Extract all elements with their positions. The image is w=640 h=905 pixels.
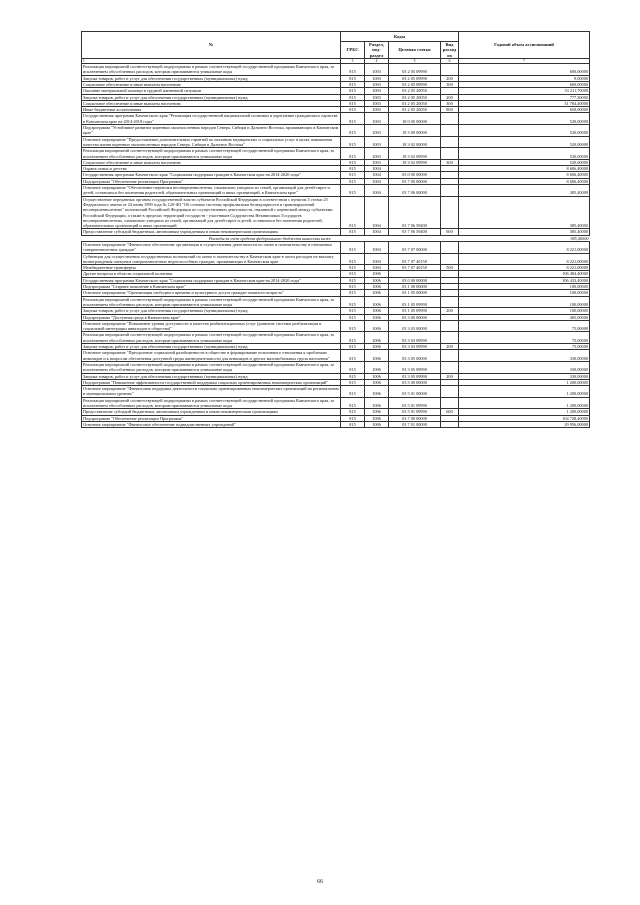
section-code: 1006 <box>365 386 389 398</box>
row-name: Социальное обеспечение и иные выплаты населению <box>82 100 341 106</box>
grbs-code: 815 <box>341 166 365 172</box>
expense-type-code <box>441 242 459 254</box>
grbs-code: 815 <box>341 185 365 197</box>
target-item-code: 03 5 01 09990 <box>389 397 441 409</box>
amount: 520,00000 <box>459 136 590 148</box>
grbs-code: 815 <box>341 265 365 271</box>
row-name: Реализация мероприятий соответствующей подпрограммы в рамках соответствующей государственной программы Камчатского края, за исключением обособленных расходов, которым присваиваются уникальные коды <box>82 296 341 308</box>
grbs-code: 815 <box>341 94 365 100</box>
amount: 100,00000 <box>459 290 590 296</box>
row-name: Межбюджетные трансферты <box>82 265 341 271</box>
expense-type-code: 200 <box>441 373 459 379</box>
target-item-code: 03 7 06 59400 <box>389 229 441 235</box>
amount: 8 606,40000 <box>459 178 590 184</box>
page-number: 66 <box>317 879 323 885</box>
section-code: 1003 <box>365 113 389 125</box>
expense-type-code <box>441 253 459 265</box>
target-item-code: 18 3 02 09990 <box>389 148 441 160</box>
header-expense-type: Вид расходов <box>441 42 459 59</box>
row-name: Основное мероприятие "Организация свободного времени и культурного досуга граждан пожилого возраста" <box>82 290 341 296</box>
section-code: 1003 <box>365 81 389 87</box>
grbs-code: 815 <box>341 125 365 137</box>
amount: 520,00000 <box>459 125 590 137</box>
target-item-code: 03 2 05 09990 <box>389 81 441 87</box>
target-item-code: 03 3 03 00000 <box>389 320 441 332</box>
budget-table <box>81 31 590 428</box>
table-row <box>82 148 590 160</box>
expense-type-code: 600 <box>441 229 459 235</box>
section-code: 1003 <box>365 75 389 81</box>
table-row <box>82 397 590 409</box>
column-number: 6 <box>441 58 459 63</box>
grbs-code: 815 <box>341 409 365 415</box>
column-number: 5 <box>389 58 441 63</box>
header-annual-volume: Годовой объем ассигнований <box>459 32 590 59</box>
grbs-code: 815 <box>341 421 365 427</box>
target-item-code: 03 2 05 09990 <box>389 64 441 76</box>
section-code: 1003 <box>365 107 389 113</box>
section-code: 1003 <box>365 136 389 148</box>
grbs-code: 815 <box>341 81 365 87</box>
column-number: 4 <box>365 58 389 63</box>
amount: 600,00000 <box>459 64 590 76</box>
row-name: Основное мероприятие "Повышение уровня доступности и качества реабилитационных услуг (развитие системы реабилитации и социальной интеграции инвалидов и общества)" <box>82 320 341 332</box>
expense-type-code <box>441 397 459 409</box>
grbs-code: 815 <box>341 113 365 125</box>
grbs-code: 815 <box>341 332 365 344</box>
amount: 8 221,00000 <box>459 242 590 254</box>
grbs-code: 815 <box>341 379 365 385</box>
grbs-code: 815 <box>341 88 365 94</box>
section-code: 1004 <box>365 242 389 254</box>
target-item-code: 03 1 05 09990 <box>389 308 441 314</box>
table-row <box>82 421 590 427</box>
expense-type-code <box>441 125 459 137</box>
row-name: Субвенции для осуществления государственных полномочий по опеке и попечительству в Камчатском крае в части расходов на выплату вознаграждения опекунам совершеннолетних недееспособных граждан, проживающих в Камчатском крае <box>82 253 341 265</box>
row-name: Оказание материальной помощи в трудной жизненной ситуации <box>82 88 341 94</box>
expense-type-code <box>441 148 459 160</box>
section-code: 1006 <box>365 397 389 409</box>
grbs-code: 815 <box>341 148 365 160</box>
amount: 75,00000 <box>459 332 590 344</box>
row-name: Реализация мероприятий соответствующей подпрограммы в рамках соответствующей государственной программы Камчатского края, за исключением обособленных расходов, которым присваиваются уникальные коды <box>82 332 341 344</box>
table-row <box>82 113 590 125</box>
target-item-code: 03 0 00 00000 <box>389 172 441 178</box>
section-code: 1006 <box>365 320 389 332</box>
row-name: Закупка товаров, работ и услуг для обеспечения государственных (муниципальных) нужд <box>82 344 341 350</box>
row-name: Социальное обеспечение и иные выплаты населению <box>82 159 341 165</box>
expense-type-code: 300 <box>441 81 459 87</box>
section-code: 1006 <box>365 350 389 362</box>
row-name: Основное мероприятие "Финансовое обеспечение подведомственных учреждений" <box>82 421 341 427</box>
expense-type-code: 200 <box>441 344 459 350</box>
row-name: Государственная программа Камчатского края "Социальная поддержка граждан в Камчатском крае на 2014-2020 годы" <box>82 277 341 283</box>
target-item-code: 03 2 05 09990 <box>389 75 441 81</box>
expense-type-code <box>441 296 459 308</box>
grbs-code: 815 <box>341 314 365 320</box>
grbs-code: 815 <box>341 415 365 421</box>
table-row <box>82 386 590 398</box>
amount: 8 221,00000 <box>459 265 590 271</box>
section-code: 1006 <box>365 409 389 415</box>
expense-type-code <box>441 185 459 197</box>
amount: 330,00000 <box>459 373 590 379</box>
amount: 75,00000 <box>459 320 590 332</box>
grbs-code: 815 <box>341 320 365 332</box>
target-item-code: 18 3 02 00000 <box>389 136 441 148</box>
target-item-code: 03 7 06 00000 <box>389 185 441 197</box>
expense-type-code <box>441 113 459 125</box>
row-name: Закупка товаров, работ и услуг для обеспечения государственных (муниципальных) нужд <box>82 94 341 100</box>
grbs-code: 815 <box>341 107 365 113</box>
row-name: Основное мероприятие "Финансовая поддержка деятельности социально ориентированных некоммерческих организаций на региональном и муниципальном уровнях" <box>83 386 339 397</box>
grbs-code: 815 <box>341 253 365 265</box>
row-name: Подпрограмма "Обеспечение реализации Программы" <box>82 415 341 421</box>
table-row <box>82 332 590 344</box>
amount: 1 200,00000 <box>459 379 590 385</box>
row-name: Реализация мероприятий соответствующей подпрограммы в рамках соответствующей государственной программы Камчатского края, за исключением обособленных расходов, которым присваиваются уникальные коды <box>82 361 341 373</box>
target-item-code: 03 5 01 00000 <box>389 386 441 398</box>
target-item-code: 03 3 03 09990 <box>389 332 441 344</box>
target-item-code: 03 1 05 00000 <box>389 290 441 296</box>
grbs-code: 815 <box>341 136 365 148</box>
section-code: 1004 <box>365 196 389 229</box>
expense-type-code <box>441 421 459 427</box>
grbs-code: 815 <box>341 361 365 373</box>
target-item-code: 03 2 05 20050 <box>389 107 441 113</box>
grbs-code: 815 <box>341 271 365 277</box>
expense-type-code: 300 <box>441 100 459 106</box>
grbs-code: 815 <box>341 159 365 165</box>
section-code: 1006 <box>365 296 389 308</box>
row-name: Основное мероприятие "Финансовое обеспечение организации и осуществления деятельности по опеке и попечительству в отношении совершеннолетних граждан" <box>82 242 341 254</box>
table-row <box>82 136 590 148</box>
grbs-code: 815 <box>341 242 365 254</box>
row-name: Иные бюджетные ассигнования <box>82 107 341 113</box>
section-code: 1006 <box>365 308 389 314</box>
table-row <box>82 320 590 332</box>
table-row <box>82 350 590 362</box>
header-codes: Коды <box>341 32 459 42</box>
table-row <box>82 242 590 254</box>
row-name: Основное мероприятие "Преодоление социальной разобщенности в обществе и формирование позитивного отношения к проблемам инвалидов и к вопросам обеспечения доступной среды жизнедеятельности для инвалидов и других маломобильных групп населения" <box>82 350 341 362</box>
grbs-code: 815 <box>341 308 365 314</box>
row-name: Государственная программа Камчатского края "Реализация государственной национальной политики и укрепление гражданского единства в Камчатском крае на 2014-2018 годы" <box>82 113 341 125</box>
grbs-code: 815 <box>341 284 365 290</box>
amount: 104 728,40000 <box>459 415 590 421</box>
expense-type-code <box>441 136 459 148</box>
target-item-code: 18 0 00 00000 <box>389 113 441 125</box>
target-item-code: 03 7 07 00000 <box>389 242 441 254</box>
table-row <box>82 125 590 137</box>
section-code: 1006 <box>365 373 389 379</box>
section-code: 1006 <box>365 284 389 290</box>
header-target-item: Целевая статья <box>389 42 441 59</box>
section-code: 1004 <box>365 185 389 197</box>
target-item-code: 03 7 00 00000 <box>389 415 441 421</box>
grbs-code: 815 <box>341 397 365 409</box>
target-item-code: 03 3 05 00000 <box>389 350 441 362</box>
row-name: Реализация мероприятий соответствующей подпрограммы в рамках соответствующей государственной программы Камчатского края, за исключением обособленных расходов, которым присваиваются уникальные коды <box>82 397 341 409</box>
row-name: Реализация мероприятий соответствующей подпрограммы в рамках соответствующей государственной программы Камчатского края, за исключением обособленных расходов, которым присваиваются уникальные коды <box>82 148 341 160</box>
amount: 777,30000 <box>459 94 590 100</box>
amount: 520,00000 <box>459 113 590 125</box>
target-item-code: 18 3 02 09990 <box>389 159 441 165</box>
expense-type-code <box>441 196 459 229</box>
section-code: 1004 <box>365 178 389 184</box>
section-code: 1003 <box>365 100 389 106</box>
column-number: 1 <box>82 58 341 63</box>
section-code: 1003 <box>365 64 389 76</box>
amount: 600,00000 <box>459 81 590 87</box>
target-item-code: 03 3 05 09990 <box>389 373 441 379</box>
grbs-code: 815 <box>341 229 365 235</box>
expense-type-code: 200 <box>441 94 459 100</box>
grbs-code: 815 <box>341 296 365 308</box>
amount: 8 221,00000 <box>459 253 590 265</box>
column-number: 7 <box>459 58 590 63</box>
target-item-code: 03 7 01 00000 <box>389 421 441 427</box>
section-code: 1003 <box>365 148 389 160</box>
row-name: Реализация мероприятий соответствующей подпрограммы в рамках соответствующей государственной программы Камчатского края, за исключением обособленных расходов, которым присваиваются уникальные коды <box>82 64 341 76</box>
section-code: 1004 <box>365 229 389 235</box>
amount: 9,00000 <box>459 75 590 81</box>
target-item-code: 03 7 00 00000 <box>389 178 441 184</box>
row-name: Подпрограмма "Старшее поколение в Камчатском крае" <box>82 284 341 290</box>
section-code: 1003 <box>365 125 389 137</box>
amount: 8 606,40000 <box>459 172 590 178</box>
target-item-code: 03 2 05 20050 <box>389 100 441 106</box>
row-name: Государственная программа Камчатского края "Социальная поддержка граждан в Камчатском крае на 2014-2020 годы" <box>82 172 341 178</box>
amount: 1 200,00000 <box>459 397 590 409</box>
amount: 31 784,40000 <box>459 100 590 106</box>
row-name: Подпрограмма "Повышение эффективности государственной поддержки социально ориентированных некоммерческих организаций" <box>82 379 341 385</box>
amount: 405,00000 <box>459 314 590 320</box>
target-item-code: 03 5 01 09990 <box>389 409 441 415</box>
grbs-code: 815 <box>341 350 365 362</box>
row-name: Подпрограмма "Доступная среда в Камчатском крае" <box>82 314 341 320</box>
table-row <box>82 296 590 308</box>
expense-type-code: 300 <box>441 159 459 165</box>
row-name: Подпрограмма "Обеспечение реализации Программы" <box>82 178 341 184</box>
row-name: Предоставление субсидий бюджетным, автономным учреждениям и иным некоммерческим организациям <box>82 409 341 415</box>
expense-type-code <box>441 64 459 76</box>
section-code: 1003 <box>365 94 389 100</box>
grbs-code: 815 <box>341 64 365 76</box>
amount: 1 200,00000 <box>459 386 590 398</box>
amount: 106 433,40000 <box>459 277 590 283</box>
amount: 520,00000 <box>459 159 590 165</box>
target-item-code: 03 0 00 00000 <box>389 277 441 283</box>
row-name: Закупка товаров, работ и услуг для обеспечения государственных (муниципальных) нужд <box>82 75 341 81</box>
expense-type-code <box>441 361 459 373</box>
expense-type-code: 200 <box>441 75 459 81</box>
amount: 650,00000 <box>459 107 590 113</box>
row-name: Другие вопросы в области социальной политики <box>82 271 341 277</box>
section-code: 1006 <box>365 277 389 283</box>
target-item-code: 03 3 00 00000 <box>389 314 441 320</box>
amount: 100,00000 <box>459 308 590 314</box>
amount: 100,00000 <box>459 284 590 290</box>
amount: 8 606,40000 <box>459 166 590 172</box>
target-item-code: 03 3 03 09990 <box>389 344 441 350</box>
header-grbs: ГРБС <box>341 42 365 59</box>
amount: 385,40000 <box>459 196 590 229</box>
table-row <box>82 196 590 229</box>
amount: 330,00000 <box>459 350 590 362</box>
row-name: Основное мероприятие "Предоставление дополнительных гарантий по оказанию медицинских и социальных услуг в целях повышения качества жизни коренных малочисленных народов Севера, Сибири и Дальнего Востока" <box>82 136 341 148</box>
grbs-code: 815 <box>341 344 365 350</box>
expense-type-code: 800 <box>441 107 459 113</box>
section-code: 1004 <box>365 172 389 178</box>
amount: 520,00000 <box>459 148 590 160</box>
section-code: 1006 <box>365 290 389 296</box>
section-code: 1006 <box>365 415 389 421</box>
grbs-code: 815 <box>341 290 365 296</box>
target-item-code: 03 5 00 00000 <box>389 379 441 385</box>
target-item-code: 03 7 06 59400 <box>389 196 441 229</box>
expense-type-code <box>441 386 459 398</box>
target-item-code: 03 7 07 40150 <box>389 253 441 265</box>
section-code: 1006 <box>365 361 389 373</box>
section-code: 1006 <box>365 344 389 350</box>
grbs-code: 815 <box>341 75 365 81</box>
column-number: 3 <box>341 58 365 63</box>
target-item-code: 03 2 05 20050 <box>389 88 441 94</box>
row-name: Подпрограмма "Устойчивое развитие коренных малочисленных народов Севера, Сибири и Дальнего Востока, проживающих в Камчатском крае" <box>82 125 341 137</box>
expense-type-code: 200 <box>441 308 459 314</box>
grbs-code: 815 <box>341 178 365 184</box>
grbs-code: 815 <box>341 373 365 379</box>
table-row <box>82 185 590 197</box>
table-row <box>82 361 590 373</box>
amount: 1 200,00000 <box>459 409 590 415</box>
amount: 29 956,00000 <box>459 421 590 427</box>
target-item-code: 03 1 00 00000 <box>389 284 441 290</box>
expense-type-code <box>441 332 459 344</box>
amount: 385,40000 <box>459 185 590 197</box>
grbs-code: 815 <box>341 277 365 283</box>
row-name: Осуществление переданных органам государственной власти субъектов Российской Федерации в соответствии с пунктом 3 статьи 25 Федерального закона от 24 июня 1999 года № 120-ФЗ "Об основах системы профилактики безнадзорности и правонарушений несовершеннолетних" полномочий Российской Федерации по осуществлению деятельности, связанной с перевозкой между субъектами Российской Федерации, а также в пределах территорий государств - участников Содружества Независимых Государств несовершеннолетних, самовольно ушедших из семей, организаций для детей-сирот и детей, оставшихся без попечения родителей, образовательных организаций и иных организаций <box>82 196 341 229</box>
grbs-code: 815 <box>341 172 365 178</box>
target-item-code: 03 7 07 40150 <box>389 265 441 271</box>
target-item-code: 03 1 05 09990 <box>389 296 441 308</box>
grbs-code: 815 <box>341 100 365 106</box>
section-code: 1006 <box>365 314 389 320</box>
section-code: 1006 <box>365 379 389 385</box>
section-code: 1003 <box>365 159 389 165</box>
grbs-code: 815 <box>341 196 365 229</box>
expense-type-code <box>441 320 459 332</box>
budget-table-body <box>82 64 590 428</box>
section-code: 1006 <box>365 332 389 344</box>
note-text: Расходы за счет средств федерального бюджета вынесены ниже <box>209 235 331 241</box>
amount: 106 484,40000 <box>459 271 590 277</box>
expense-type-code <box>441 350 459 362</box>
section-code: 1004 <box>365 265 389 271</box>
note-value: 385,40000 <box>570 235 589 241</box>
target-item-code: 03 2 05 20050 <box>389 94 441 100</box>
amount: 100,00000 <box>459 296 590 308</box>
expense-type-code: 500 <box>441 265 459 271</box>
amount: 75,00000 <box>459 344 590 350</box>
row-name: Предоставление субсидий бюджетным, автономным учреждениям и иным некоммерческим организациям <box>82 229 341 235</box>
section-code: 1003 <box>365 88 389 94</box>
row-name: Социальное обеспечение и иные выплаты населению <box>82 81 341 87</box>
section-code: 1006 <box>365 421 389 427</box>
amount: 385,40000 <box>459 229 590 235</box>
section-code: 1006 <box>365 271 389 277</box>
row-name: Закупка товаров, работ и услуг для обеспечения государственных (муниципальных) нужд <box>82 308 341 314</box>
row-name: Закупка товаров, работ и услуг для обеспечения государственных (муниципальных) нужд <box>82 373 341 379</box>
target-item-code: 18 3 00 00000 <box>389 125 441 137</box>
table-row <box>82 64 590 76</box>
target-item-code: 03 3 05 09990 <box>389 361 441 373</box>
table-row <box>82 253 590 265</box>
row-name: Охрана семьи и детства <box>82 166 341 172</box>
section-code: 1004 <box>365 166 389 172</box>
header-name: № <box>82 32 341 59</box>
header-razdel: Раздел, под-раздел <box>365 42 389 59</box>
section-code: 1004 <box>365 253 389 265</box>
amount: 33 211,70000 <box>459 88 590 94</box>
expense-type-code: 600 <box>441 409 459 415</box>
grbs-code: 815 <box>341 386 365 398</box>
amount: 330,00000 <box>459 361 590 373</box>
row-name: Основное мероприятие "Обеспечение перевозки несовершеннолетних, самовольно ушедших из семей, организаций для детей-сирот и детей, оставшихся без попечения родителей, образовательных организаций и иных организаций, в Камчатском крае" <box>82 185 341 197</box>
